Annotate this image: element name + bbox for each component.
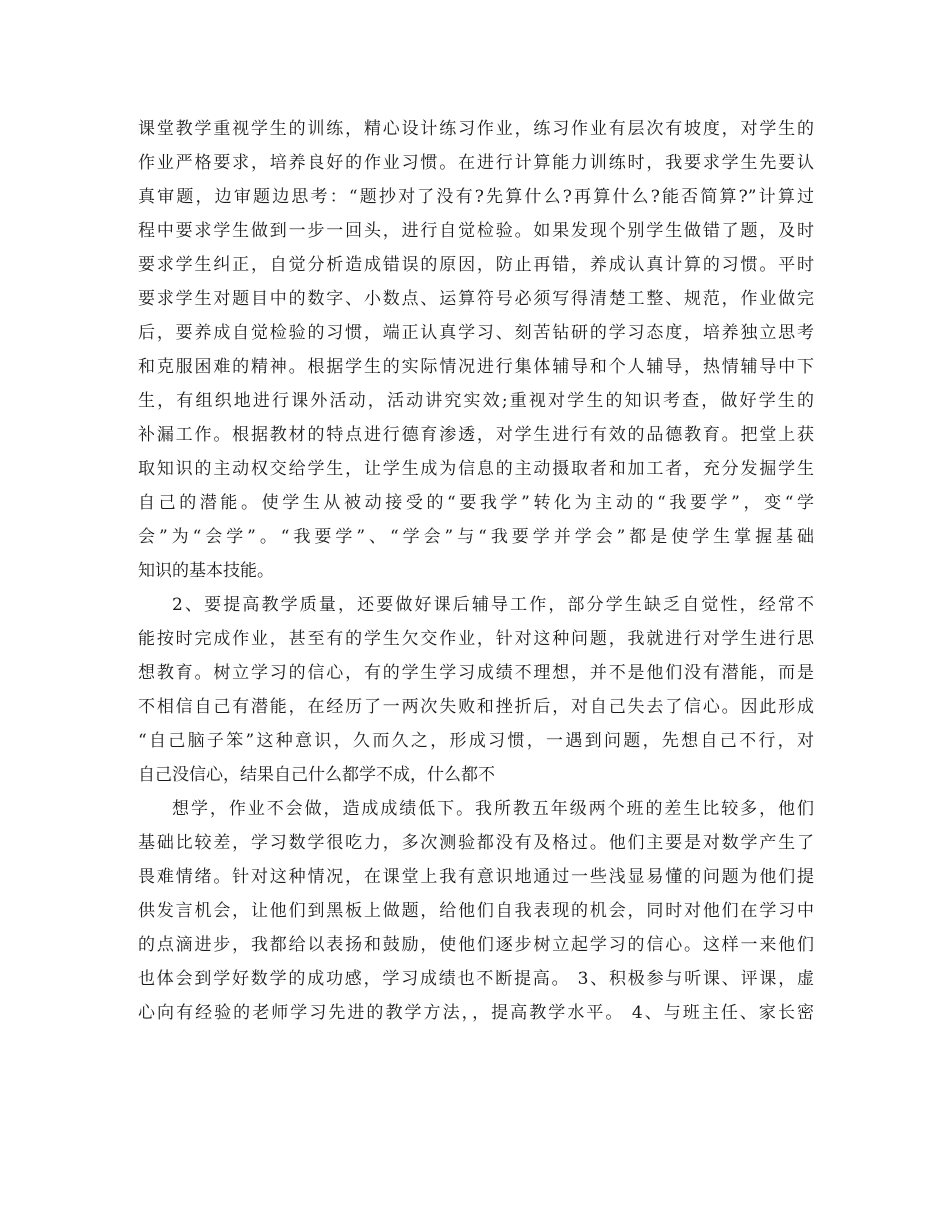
text-line: 2、要提高教学质量，还要做好课后辅导工作，部分学生缺乏自觉性，经常不 [172,595,814,615]
text-line: 补漏工作。根据教材的特点进行德育渗透，对学生进行有效的品德教育。把堂上获 [138,425,814,445]
text-line: 也体会到学好数学的成功感，学习成绩也不断提高。 3、积极参与听课、评课，虚 [138,969,814,989]
text-line: 想学，作业不会做，造成成绩低下。我所教五年级两个班的差生比较多，他们 [172,799,814,819]
text-line: 取知识的主动权交给学生，让学生成为信息的主动摄取者和加工者，充分发掘学生 [138,459,814,479]
text-line: 畏难情绪。针对这种情况，在课堂上我有意识地通过一些浅显易懂的问题为他们提 [138,867,814,887]
text-line: 和克服困难的精神。根据学生的实际情况进行集体辅导和个人辅导，热情辅导中下 [138,357,814,377]
text-line: 供发言机会，让他们到黑板上做题，给他们自我表现的机会，同时对他们在学习中 [138,901,814,921]
text-line: 自己的潜能。使学生从被动接受的“要我学”转化为主动的“我要学”，变“学 [138,493,814,513]
text-line: 基础比较差，学习数学很吃力，多次测验都没有及格过。他们主要是对数学产生了 [138,833,814,853]
text-line: 课堂教学重视学生的训练，精心设计练习作业，练习作业有层次有坡度，对学生的 [138,119,814,139]
text-line: 的点滴进步，我都给以表扬和鼓励，使他们逐步树立起学习的信心。这样一来他们 [138,935,814,955]
text-line: 想教育。树立学习的信心，有的学生学习成绩不理想，并不是他们没有潜能，而是 [138,663,814,683]
text-line: 要求学生对题目中的数字、小数点、运算符号必须写得清楚工整、规范，作业做完 [138,289,814,309]
body-text [138,112,814,1030]
text-line: 知识的基本技能。 [138,561,274,581]
text-line: 会”为“会学”。“我要学”、“学会”与“我要学并学会”都是使学生掌握基础 [138,527,814,547]
text-line: 能按时完成作业，甚至有的学生欠交作业，针对这种问题，我就进行对学生进行思 [138,629,814,649]
text-line: 自己没信心，结果自己什么都学不成，什么都不 [138,765,495,785]
text-line: 程中要求学生做到一步一回头，进行自觉检验。如果发现个别学生做错了题，及时 [138,221,814,241]
text-line: 真审题，边审题边思考：“题抄对了没有?先算什么?再算什么?能否简算?”计算过 [138,187,814,207]
text-line: 不相信自己有潜能，在经历了一两次失败和挫折后，对自己失去了信心。因此形成 [138,697,814,717]
text-line: “自己脑子笨”这种意识，久而久之，形成习惯，一遇到问题，先想自己不行，对 [138,731,814,751]
text-line: 要求学生纠正，自觉分析造成错误的原因，防止再错，养成认真计算的习惯。平时 [138,255,814,275]
text-line: 后，要养成自觉检验的习惯，端正认真学习、刻苦钻研的学习态度，培养独立思考 [138,323,814,343]
text-line: 心向有经验的老师学习先进的教学方法，，提高教学水平。 4、与班主任、家长密 [138,1003,814,1023]
text-line: 生，有组织地进行课外活动，活动讲究实效;重视对学生的知识考查，做好学生的 [138,391,814,411]
text-line: 作业严格要求，培养良好的作业习惯。在进行计算能力训练时，我要求学生先要认 [138,153,814,173]
